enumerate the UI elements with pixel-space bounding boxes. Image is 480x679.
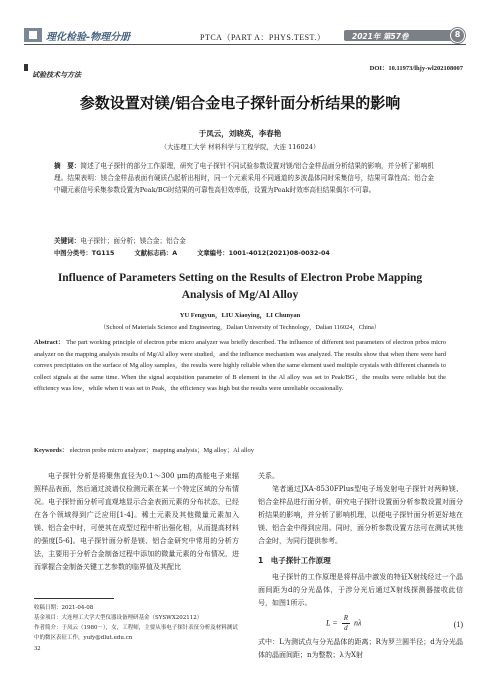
page-number: 32 <box>34 645 41 652</box>
volume-banner <box>344 28 466 42</box>
journal-logo <box>24 28 131 43</box>
abstract-english <box>34 337 446 395</box>
title-english: Influence of Parameters Setting on the Results of Electron Probe Mapping Analysis of Mg/Al Alloy <box>57 272 423 301</box>
logo-text: 理化检验-物理分册 <box>46 32 131 43</box>
affiliation-english: （School of Materials Science and Engineering，Dalian University of Technology，Dalian 116024，China） <box>99 324 381 331</box>
header-divider <box>24 44 466 45</box>
doi[interactable]: DOI：10.11973/lhjy-wl202108007 <box>369 65 463 72</box>
abstract-chinese-label: 摘 要： <box>54 162 81 170</box>
logo-mark-icon <box>24 28 42 42</box>
body-left-column <box>34 470 239 574</box>
clc-number: 中图分类号：TG115 <box>54 250 115 257</box>
abstract-english-text: The part working principle of electron prbe micro analyzer was briefly described. The influence of different test parameters of electron prbos micro analyzer on the mapping analysis results of Mg/Al alloy were studied，and the influence mechanism was analyzed. The results show that when there were hard convex precipitates on the surface of Mg alloy samples，the results were highly reliable when the same element used multiple crystals with different channels to collect signals at the same time. When the signal acquisition parameter of B element in the Al alloy was set to Peak/BG，the results were reliable but the efficiency was low，while when it was set to Peak，the efficiency was high but the results were unreliable occasionally. <box>34 339 447 393</box>
footnotes <box>34 603 239 643</box>
footnote-divider <box>34 598 114 599</box>
keywords-english <box>34 445 446 454</box>
equation-denominator: d <box>344 624 348 632</box>
body-right-column <box>258 470 463 662</box>
keywords-chinese-text: 电子探针；面分析；镁合金；铝合金 <box>80 237 186 245</box>
equation-1 <box>258 610 463 636</box>
title-chinese: 参数设置对镁/铝合金电子探针面分析结果的影响 <box>79 94 401 112</box>
footnote-author: 作者简介：于凤云（1980－），女，工程师，主要从事电子探针表征分析及材料测试中的微区表征工作，yufy@dlut.edu.cn <box>34 625 238 641</box>
authors-english: YU Fengyun，LIU Xiaoying，LI Chunyan <box>179 312 301 319</box>
equation-rhs: nλ <box>353 618 362 628</box>
keywords-english-label: Keywords： <box>34 447 69 454</box>
affiliation-chinese: （大连理工大学 材料科学与工程学院，大连 116024） <box>160 143 320 151</box>
keywords-chinese-label: 关键词： <box>54 237 81 245</box>
abstract-chinese <box>54 160 434 196</box>
keywords-english-text: electron probe micro analyzer；mapping analysis；Mg alloy；Al alloy <box>69 447 254 454</box>
principle-paragraph: 电子探针的工作原理是将样品中激发的特征X射线经过一个晶面间距为d的分光晶体，于涉分光后通过X射线探测器接收此信号，如图1所示。 <box>258 573 463 607</box>
equation-fraction <box>342 614 350 633</box>
footnote-received: 收稿日期：2021-04-08 <box>34 605 94 611</box>
keywords-chinese <box>54 235 434 245</box>
document-code: 文献标志码：A <box>134 250 178 257</box>
equation-number: (1) <box>453 620 463 629</box>
equation-numerator: R <box>343 614 348 622</box>
section-1-heading: 1 电子探针工作原理 <box>258 556 331 565</box>
intro-paragraph: 电子探针分析是将聚焦直径为0.1～300 μm的高能电子束辐照样品表面，然后通过波谱仪检测元素在某一个特定区域的分布情况。电子探针面分析可直观地显示合金表面元素的分布状态，已经在各个领域得到广泛应用[1-4]。稀土元素及其他微量元素加入镁、铝合金中时，可使其在成型过程中析出强化相，从而提高材料的强度[5-6]。电子探针面分析是镁、铝合金研究中常用的分析方法，主要用于分析合金制备过程中添加的微量元素的分布情况，进而掌握合金制备关键工艺参数的临界值及其配比 <box>34 472 239 571</box>
column-tag <box>24 62 81 79</box>
volume-text: 2021年 第57卷 <box>352 32 409 41</box>
article-number: 文章编号：1001-4012(2021)08-0032-04 <box>197 250 330 257</box>
issue-badge: 8 <box>450 28 465 43</box>
journal-name: PTCA（PART A：PHYS.TEST.） <box>200 33 326 42</box>
study-paragraph: 笔者通过JXA-8530FPlus型电子场发射电子探针对两种镁、铝合金样品进行面分析，研究电子探针设置面分析参数设置对面分析结果的影响，并分析了影响机理，以便电子探针面分析更好地在镁、铝合金中得到应用。同时，面分析参数设置方法可在测试其他合金时，为同行提供参考。 <box>258 485 463 545</box>
column-tag-label: 试验技术与方法 <box>32 71 81 79</box>
intro-continuation: 关系。 <box>258 472 279 480</box>
abstract-english-label: Abstract： <box>34 339 65 346</box>
footnote-fund: 基金项目：大连理工大学大型仪器设备理研基金（SYSWX202112） <box>34 615 203 621</box>
equation-lhs: L = <box>326 618 338 628</box>
journal-header <box>0 0 480 60</box>
equation-explanation: 式中：L为测试点与分光晶体的距离；R为罗兰圆半径；d为分光晶体的晶面间距；n为整数；λ为X射 <box>258 638 463 659</box>
classification-line <box>54 248 434 257</box>
authors-chinese: 于凤云，刘晓英，李春艳 <box>198 129 282 138</box>
abstract-chinese-text: 简述了电子探针的部分工作原理，研究了电子探针不同试验参数设置对镁/铝合金样品面分析结果的影响，并分析了影响机理。结果表明：镁合金样品表面有硬质凸起析出相时，同一个元素采用不同通道的多波晶体同时采集信号，结果可靠性高；铝合金中硼元素信号采集参数设置为Peak/BG时结果的可靠性高但效率低，设置为Peak时效率高但结果偶尔不可靠。 <box>54 162 434 194</box>
